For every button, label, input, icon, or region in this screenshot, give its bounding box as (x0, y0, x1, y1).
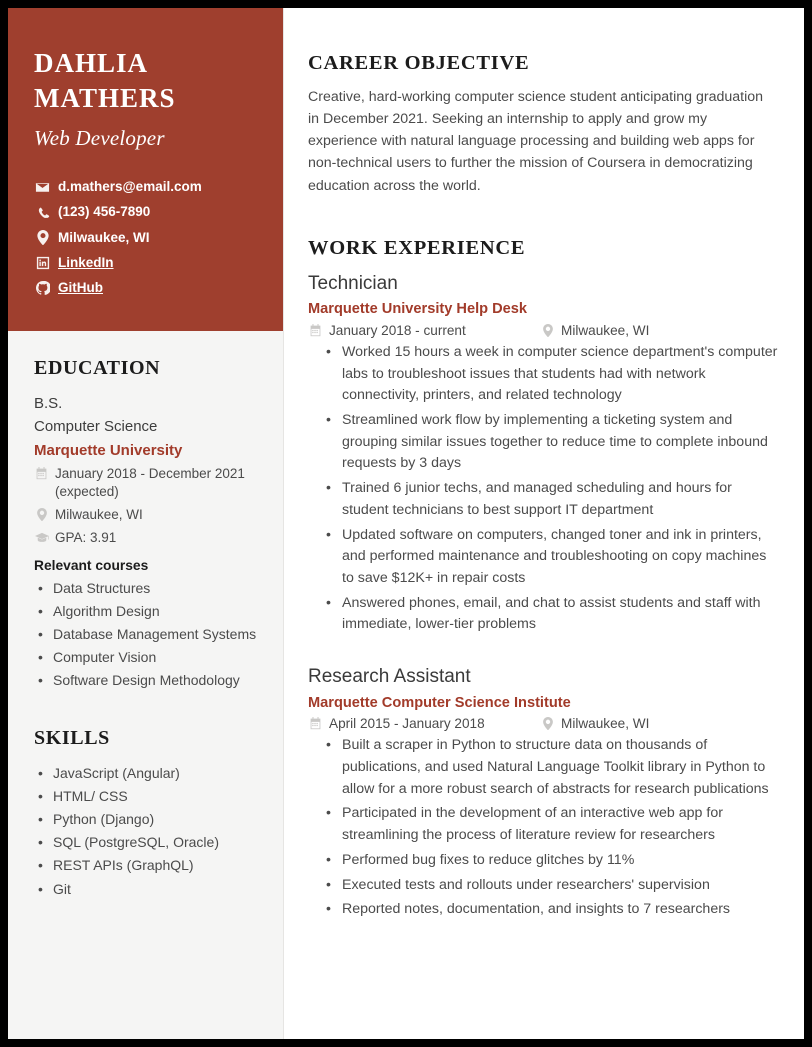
education-degree: B.S. (34, 395, 63, 413)
calendar-icon (308, 717, 323, 730)
map-pin-icon (540, 717, 555, 730)
job-title: Technician (308, 272, 398, 294)
contact-item-linkedin[interactable] (34, 255, 257, 271)
job-dates-cell (308, 323, 540, 338)
relevant-courses-label: Relevant courses (34, 557, 149, 573)
education-location-row (34, 506, 257, 524)
list-item: • JavaScript (Angular) (36, 762, 257, 784)
sidebar-header (8, 8, 283, 331)
list-item: • Software Design Methodology (36, 669, 257, 691)
list-item: • Updated software on computers, changed toner and ink in printers, and performed maintenance and troubleshooting on copy machines to save $12K+ in repair costs (326, 525, 778, 590)
job-entry (308, 271, 778, 636)
work-experience-heading: WORK EXPERIENCE (308, 236, 526, 259)
education-heading: EDUCATION (34, 357, 161, 380)
work-experience-section (308, 237, 778, 921)
list-item: • Participated in the development of an interactive web app for streamlining the process of literature review for researchers (326, 803, 778, 846)
education-dates-row (34, 465, 257, 501)
main-content (284, 8, 804, 1039)
job-meta-row (308, 323, 778, 338)
job-location-cell (540, 716, 649, 731)
list-item: • Executed tests and rollouts under researchers' supervision (326, 875, 778, 897)
map-pin-icon (34, 508, 49, 521)
contact-item-phone (34, 204, 257, 220)
contact-item-github[interactable] (34, 280, 257, 296)
skills-heading: SKILLS (34, 727, 110, 750)
map-pin-icon (34, 230, 51, 245)
job-meta-row (308, 716, 778, 731)
candidate-name-line-1: DAHLIA (34, 48, 149, 78)
job-bullets (308, 735, 778, 921)
job-location-cell (540, 323, 649, 338)
contact-label-email: d.mathers@email.com (58, 179, 202, 195)
job-company: Marquette Computer Science Institute (308, 694, 571, 711)
envelope-icon (34, 180, 51, 195)
calendar-icon (308, 324, 323, 337)
education-school: Marquette University (34, 441, 183, 459)
job-dates: January 2018 - current (329, 322, 466, 338)
education-section (34, 357, 257, 691)
job-location: Milwaukee, WI (561, 716, 650, 732)
graduation-cap-icon (34, 531, 49, 544)
contact-item-email (34, 179, 257, 195)
education-major: Computer Science (34, 418, 158, 436)
list-item: • Answered phones, email, and chat to assist students and staff with immediate, lower-tier problems (326, 593, 778, 636)
list-item: • Computer Vision (36, 646, 257, 668)
list-item: • REST APIs (GraphQL) (36, 854, 257, 876)
list-item: • Performed bug fixes to reduce glitches by 11% (326, 850, 778, 872)
job-dates: April 2015 - January 2018 (329, 716, 485, 732)
list-item: • Trained 6 junior techs, and managed scheduling and hours for student technicians to best support IT department (326, 478, 778, 521)
contact-label-linkedin[interactable]: LinkedIn (58, 254, 114, 270)
contact-label-phone: (123) 456-7890 (58, 204, 151, 220)
list-item: • Worked 15 hours a week in computer science department's computer labs to troubleshoot issues that students had with network connectivity, printers, and related technology (326, 342, 778, 407)
map-pin-icon (540, 324, 555, 337)
contact-label-github[interactable]: GitHub (58, 279, 103, 295)
job-title: Research Assistant (308, 666, 471, 688)
candidate-job-title: Web Developer (34, 126, 165, 151)
relevant-courses-list (34, 577, 257, 692)
skills-list (34, 762, 257, 900)
education-dates: January 2018 - December 2021 (expected) (55, 465, 245, 499)
jobs-container (308, 271, 778, 921)
list-item: • Reported notes, documentation, and insights to 7 researchers (326, 899, 778, 921)
list-item: • Algorithm Design (36, 600, 257, 622)
list-item: • Git (36, 878, 257, 900)
career-objective-text: Creative, hard-working computer science student anticipating graduation in December 2021. Seeking an internship to apply and grow my experience with natural language processing and building web apps for non-technical users to further the mission of Coursera in democratizing education across the world. (308, 89, 764, 194)
list-item: • SQL (PostgreSQL, Oracle) (36, 831, 257, 853)
sidebar-body (8, 331, 283, 1039)
sidebar (8, 8, 284, 1039)
github-icon (34, 281, 51, 295)
list-item: • HTML/ CSS (36, 785, 257, 807)
job-dates-cell (308, 716, 540, 731)
job-location: Milwaukee, WI (561, 322, 650, 338)
phone-icon (34, 205, 51, 220)
job-bullets (308, 342, 778, 636)
education-location: Milwaukee, WI (55, 507, 143, 523)
job-entry (308, 664, 778, 921)
education-gpa: GPA: 3.91 (55, 530, 117, 546)
list-item: • Database Management Systems (36, 623, 257, 645)
contact-label-location: Milwaukee, WI (58, 229, 150, 245)
list-item: • Python (Django) (36, 808, 257, 830)
contact-item-location (34, 230, 257, 246)
list-item: • Data Structures (36, 577, 257, 599)
career-objective-section (308, 52, 778, 197)
contact-list (34, 179, 257, 296)
list-item: • Streamlined work flow by implementing a ticketing system and grouping similar issues together to reduce time to complete inbound requests by 3 days (326, 410, 778, 475)
linkedin-icon (34, 256, 51, 270)
calendar-icon (34, 467, 49, 480)
job-company: Marquette University Help Desk (308, 301, 527, 318)
resume-page (8, 8, 804, 1039)
list-item: • Built a scraper in Python to structure data on thousands of publications, and used Natural Language Toolkit library in Python to allow for a more robust search of abstracts for research publications (326, 735, 778, 800)
skills-section (34, 727, 257, 900)
education-gpa-row (34, 529, 257, 547)
career-objective-heading: CAREER OBJECTIVE (308, 52, 530, 74)
candidate-name-line-2: MATHERS (34, 83, 176, 114)
